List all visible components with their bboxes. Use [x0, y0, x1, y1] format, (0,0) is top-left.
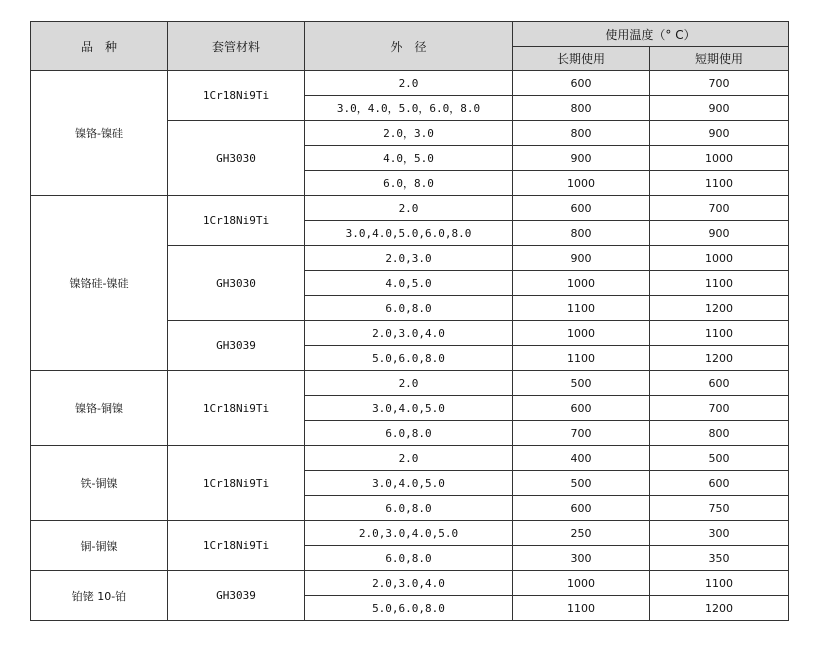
long-term-cell: 900 [513, 246, 650, 271]
table-row [31, 446, 789, 471]
diameter-cell: 2.0,3.0,4.0 [305, 321, 513, 346]
short-term-cell: 300 [650, 521, 789, 546]
sheath-cell: 1Cr18Ni9Ti [168, 521, 305, 571]
diameter-cell: 6.0,8.0 [305, 421, 513, 446]
thermocouple-spec-table [30, 21, 789, 621]
short-term-cell: 1100 [650, 571, 789, 596]
long-term-cell: 800 [513, 221, 650, 246]
long-term-cell: 600 [513, 396, 650, 421]
long-term-cell: 1100 [513, 596, 650, 621]
long-term-cell: 1000 [513, 171, 650, 196]
short-term-cell: 750 [650, 496, 789, 521]
short-term-cell: 1100 [650, 171, 789, 196]
diameter-cell: 2.0,3.0,4.0,5.0 [305, 521, 513, 546]
long-term-cell: 1100 [513, 346, 650, 371]
long-term-cell: 600 [513, 496, 650, 521]
long-term-cell: 800 [513, 96, 650, 121]
variety-cell: 铂铑 10-铂 [31, 571, 168, 621]
short-term-cell: 1000 [650, 146, 789, 171]
sheath-cell: 1Cr18Ni9Ti [168, 196, 305, 246]
header-temperature: 使用温度（° C） [513, 22, 789, 47]
long-term-cell: 1100 [513, 296, 650, 321]
short-term-cell: 1200 [650, 346, 789, 371]
short-term-cell: 1200 [650, 296, 789, 321]
short-term-cell: 600 [650, 471, 789, 496]
short-term-cell: 800 [650, 421, 789, 446]
diameter-cell: 3.0,4.0,5.0 [305, 471, 513, 496]
header-outer-diameter: 外 径 [305, 22, 513, 71]
short-term-cell: 700 [650, 71, 789, 96]
long-term-cell: 600 [513, 196, 650, 221]
short-term-cell: 1100 [650, 321, 789, 346]
variety-cell: 镍铬-铜镍 [31, 371, 168, 446]
sheath-cell: GH3030 [168, 246, 305, 321]
long-term-cell: 500 [513, 471, 650, 496]
header-long-term: 长期使用 [513, 47, 650, 71]
diameter-cell: 2.0 [305, 71, 513, 96]
sheath-cell: GH3030 [168, 121, 305, 196]
table-row [31, 196, 789, 221]
short-term-cell: 500 [650, 446, 789, 471]
short-term-cell: 600 [650, 371, 789, 396]
variety-cell: 铜-铜镍 [31, 521, 168, 571]
sheath-cell: 1Cr18Ni9Ti [168, 71, 305, 121]
header-short-term: 短期使用 [650, 47, 789, 71]
short-term-cell: 700 [650, 196, 789, 221]
diameter-cell: 3.0,4.0,5.0,6.0,8.0 [305, 221, 513, 246]
long-term-cell: 250 [513, 521, 650, 546]
diameter-cell: 3.0，4.0，5.0，6.0，8.0 [305, 96, 513, 121]
diameter-cell: 4.0，5.0 [305, 146, 513, 171]
variety-cell: 铁-铜镍 [31, 446, 168, 521]
table-row [31, 371, 789, 396]
sheath-cell: GH3039 [168, 321, 305, 371]
diameter-cell: 6.0,8.0 [305, 296, 513, 321]
diameter-cell: 4.0,5.0 [305, 271, 513, 296]
sheath-cell: GH3039 [168, 571, 305, 621]
short-term-cell: 700 [650, 396, 789, 421]
short-term-cell: 1200 [650, 596, 789, 621]
diameter-cell: 3.0,4.0,5.0 [305, 396, 513, 421]
short-term-cell: 350 [650, 546, 789, 571]
diameter-cell: 2.0,3.0,4.0 [305, 571, 513, 596]
table-row [31, 521, 789, 546]
short-term-cell: 1100 [650, 271, 789, 296]
diameter-cell: 6.0，8.0 [305, 171, 513, 196]
long-term-cell: 800 [513, 121, 650, 146]
diameter-cell: 2.0 [305, 371, 513, 396]
diameter-cell: 2.0,3.0 [305, 246, 513, 271]
diameter-cell: 5.0,6.0,8.0 [305, 346, 513, 371]
table-row [31, 571, 789, 596]
variety-cell: 镍铬硅-镍硅 [31, 196, 168, 371]
sheath-cell: 1Cr18Ni9Ti [168, 371, 305, 446]
diameter-cell: 6.0,8.0 [305, 496, 513, 521]
header-sheath-material: 套管材料 [168, 22, 305, 71]
header-variety: 品 种 [31, 22, 168, 71]
diameter-cell: 6.0,8.0 [305, 546, 513, 571]
short-term-cell: 900 [650, 221, 789, 246]
long-term-cell: 1000 [513, 271, 650, 296]
long-term-cell: 700 [513, 421, 650, 446]
diameter-cell: 2.0，3.0 [305, 121, 513, 146]
diameter-cell: 2.0 [305, 196, 513, 221]
short-term-cell: 900 [650, 96, 789, 121]
diameter-cell: 5.0,6.0,8.0 [305, 596, 513, 621]
long-term-cell: 300 [513, 546, 650, 571]
variety-cell: 镍铬-镍硅 [31, 71, 168, 196]
short-term-cell: 900 [650, 121, 789, 146]
short-term-cell: 1000 [650, 246, 789, 271]
diameter-cell: 2.0 [305, 446, 513, 471]
long-term-cell: 400 [513, 446, 650, 471]
long-term-cell: 1000 [513, 321, 650, 346]
long-term-cell: 1000 [513, 571, 650, 596]
long-term-cell: 600 [513, 71, 650, 96]
long-term-cell: 500 [513, 371, 650, 396]
table-row [31, 71, 789, 96]
sheath-cell: 1Cr18Ni9Ti [168, 446, 305, 521]
long-term-cell: 900 [513, 146, 650, 171]
